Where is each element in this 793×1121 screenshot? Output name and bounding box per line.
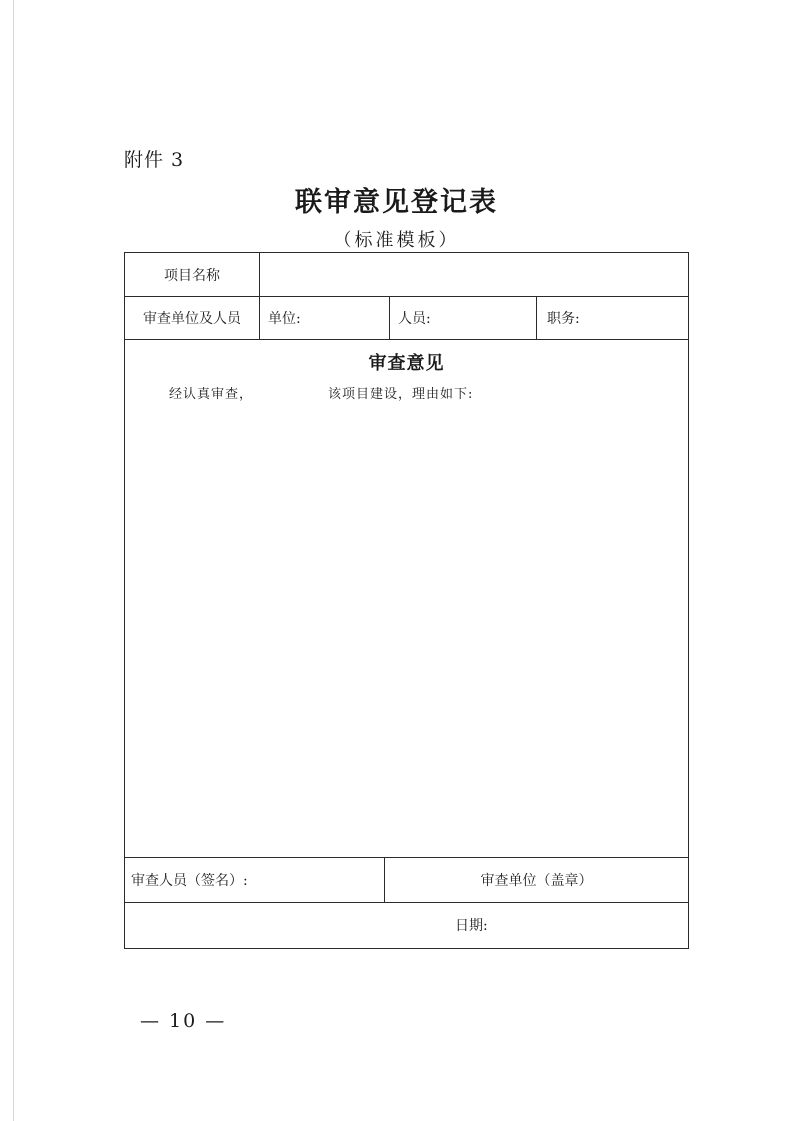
- project-name-label: 项目名称: [125, 253, 260, 296]
- project-name-row: [125, 253, 688, 297]
- signer-field[interactable]: 审查人员（签名）:: [125, 857, 385, 902]
- date-row: [125, 902, 688, 948]
- reviewer-label: 审查单位及人员: [125, 296, 260, 339]
- opinion-text-reason: 该项目建设，理由如下:: [328, 387, 474, 402]
- unit-field[interactable]: 单位:: [260, 296, 390, 339]
- project-name-field[interactable]: [260, 253, 688, 296]
- page-edge-line: [13, 0, 14, 1121]
- review-opinion-area[interactable]: [125, 339, 688, 858]
- opinion-heading: 审查意见: [368, 353, 445, 374]
- attachment-label: 附件 3: [124, 149, 185, 171]
- position-field[interactable]: 职务:: [547, 310, 580, 327]
- reviewer-row: [125, 296, 688, 340]
- person-field[interactable]: 人员:: [390, 296, 537, 339]
- document-subtitle: （标准模板）: [333, 230, 460, 251]
- page-number: — 10 —: [140, 1010, 227, 1032]
- document-title: 联审意见登记表: [295, 187, 498, 218]
- signature-row: [125, 857, 688, 903]
- date-field[interactable]: 日期:: [455, 918, 488, 934]
- opinion-text-lead: 经认真审查，: [169, 387, 254, 402]
- review-form-table: [124, 252, 689, 949]
- stamp-field[interactable]: 审查单位（盖章）: [480, 872, 593, 889]
